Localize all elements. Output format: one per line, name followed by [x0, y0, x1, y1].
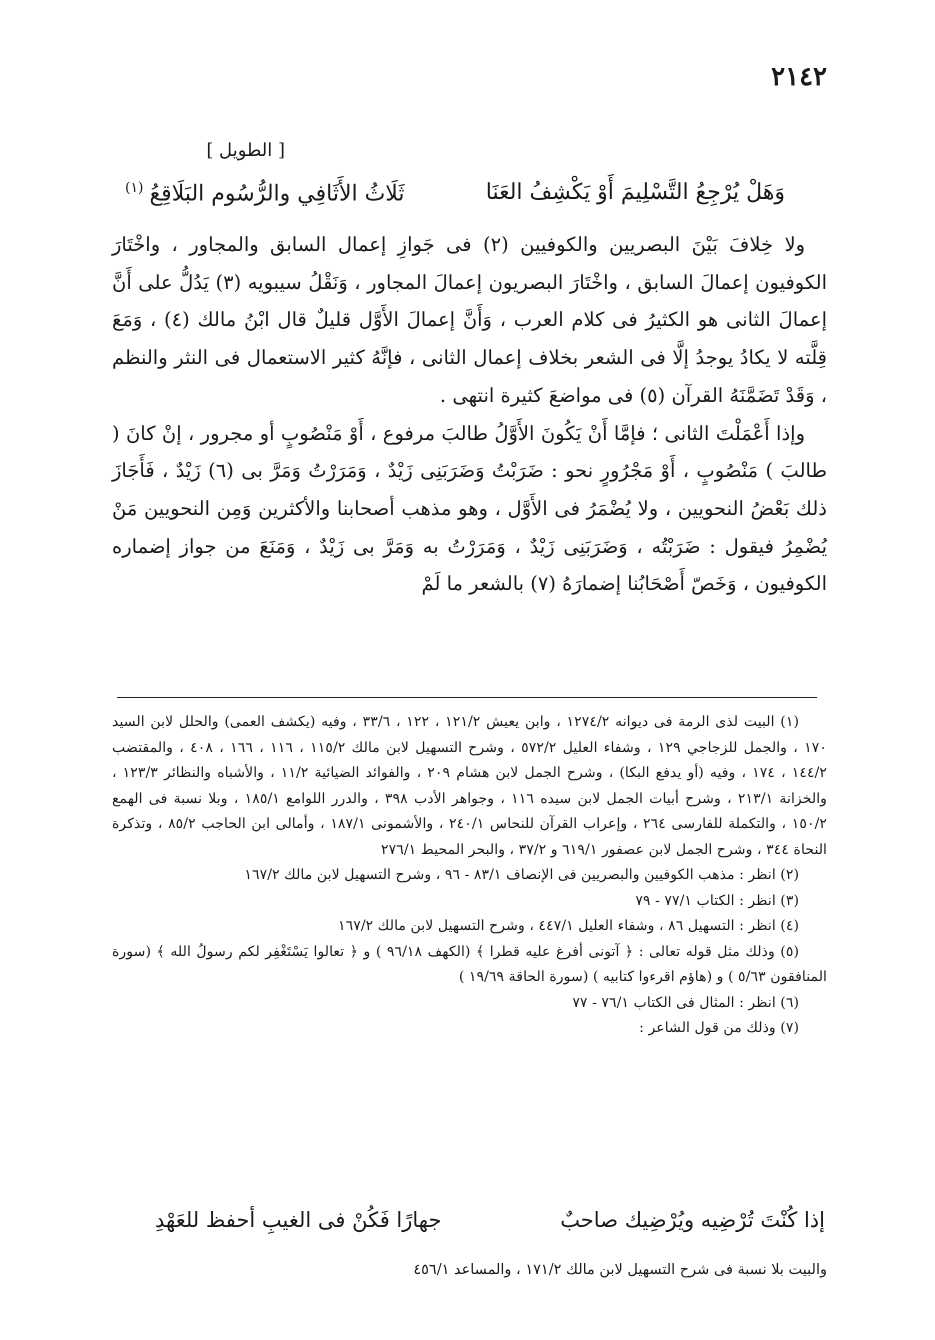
poem-verse: [125, 180, 785, 206]
footnote-verse: [155, 1208, 825, 1232]
verse-first-hemistich: وَهَلْ يُرْجِعُ التَّسْلِيمَ أَوْ يَكْشِفُ العَنَا: [485, 180, 785, 205]
paragraph: ولا خِلافَ بَيْنَ البصريين والكوفيين (٢) فى جَوازِ إعمال السابق والمجاور ، واخْتَارَ الكوفيون إعمالَ السابق ، واخْتَارَ البصريون إعمالَ المجاور ، وَنَقْلُ سيبويه (٣) يَدُلُّ على أَنَّ إعمالَ الثانى هو الكثيرُ فى كلام العرب ، وَأَنَّ إعمالَ الأَوَّل قليلٌ قال ابْنُ مالك (٤) ، وَمَعَ قِلَّته لا يكادُ يوجدُ إلَّا فى الشعر بخلاف إعمال الثانى ، فإنَّهُ كثير الاستعمال فى النثر والنظم ، وَقَدْ تَضَمَّنَهُ القرآن (٥) فى مواضعَ كثيرة انتهى .: [112, 233, 827, 407]
footnotes: [112, 710, 827, 1042]
footnote-1: (١) البيت لذى الرمة فى ديوانه ١٢٧٤/٢ ، وابن يعيش ١٢١/٢ ، ١٢٢ ، ٣٣/٦ ، وفيه (يكشف العمى) والحلل لابن السيد ١٧٠ ، والجمل للزجاجي ١٢٩ ، وشفاء العليل ٥٧٢/٢ ، وشرح التسهيل لابن مالك ١١٥/٢ ، ١١٦ ، ١٦٦ ، ٤٠٨ ، والمقتضب ١٤٤/٢ ، ١٧٤ ، وفيه (أو يدفع البكا) ، وشرح الجمل لابن هشام ٢٠٩ ، والفوائد الضيائية ١١/٢ ، والأشباه والنظائر ١٢٣/٣ ، والخزانة ٢١٣/١ ، وشرح أبيات الجمل لابن سيده ١١٦ ، وجواهر الأدب ٣٩٨ ، والدرر اللوامع ١٨٥/١ ، وبلا نسبة فى الهمع ١٥٠/٢ ، والتكملة للفارسى ٢٦٤ ، وإعراب القرآن للنحاس ٢٤٠/١ ، والأشمونى ١٨٧/١ ، وأمالى ابن الحاجب ٨٥/٢ ، وتذكرة النحاة ٣٤٤ ، وشرح الجمل لابن عصفور ٦١٩/١ و ٣٧/٢ ، والبحر المحيط ٢٧٦/١: [112, 714, 827, 858]
meter-label: [ الطويل ]: [206, 140, 285, 161]
foot-verse-second: جهارًا فَكُنْ فى الغيبِ أحفظ للعَهْدِ: [155, 1208, 442, 1232]
footnote-source: والبيت بلا نسبة فى شرح التسهيل لابن مالك ١٧١/٢ ، والمساعد ٤٥٦/١: [413, 1262, 827, 1278]
footnote-3: (٣) انظر : الكتاب ٧٧/١ - ٧٩: [635, 892, 799, 909]
main-text: [112, 226, 827, 603]
footnote-5: (٥) وذلك مثل قوله تعالى : ﴿ آتونى أفرغ عليه قطرا ﴾ (الكهف ٩٦/١٨ ) و ﴿ تعالوا يَسْتَغْفِر لكم رسولُ الله ﴾ (سورة المنافقون ٥/٦٣ ) و (هاؤم اقرءوا كتابيه ) (سورة الحاقة ١٩/٦٩ ): [112, 943, 827, 985]
footnote-4: (٤) انظر : التسهيل ٨٦ ، وشفاء العليل ٤٤٧/١ ، وشرح التسهيل لابن مالك ١٦٧/٢: [338, 918, 799, 934]
foot-verse-first: إذا كُنْتَ تُرْضِيه ويُرْضِيك صاحبٌ: [560, 1208, 825, 1232]
verse-second-text: ثَلَاثُ الأَثَافِي والرُّسُوم البَلَاقِعُ: [149, 181, 405, 207]
footnote-divider: [117, 697, 817, 698]
page-number: ٢١٤٢: [771, 62, 827, 92]
paragraph: وإذا أَعْمَلْتَ الثانى ؛ فإمَّا أَنْ يَكُونَ الأَوَّلُ طالبَ مرفوع ، أَوْ مَنْصُوبٍ أو مجرور ، إنْ كانَ ( طالبَ ) مَنْصُوبٍ ، أَوْ مَجْرُورٍ نحو : ضَرَبْتُ وَضَرَبَنِى زَيْدٌ ، وَمَرَرْتُ وَمَرَّ بى (٦) زَيْدٌ ، فَأَجَازَ ذلك بَعْضُ النحويين ، ولا يُضْمَرُ فى الأَوَّل ، وهو مذهب أصحابنا والأكثرين وَمِن النحويين مَنْ يُضْمِرُ فيقول : ضَرَبْتُه ، وَضَرَبَنِى زَيْدٌ ، وَمَرَرْتُ به وَمَرَّ بى زَيْدٌ ، وَمَنَعَ من جواز إضماره الكوفيون ، وَخَصّ أَصْحَابُنا إضمارَهُ (٧) بالشعر ما لَمْ: [112, 421, 827, 596]
verse-second-hemistich: [125, 180, 405, 206]
footnote-7: (٧) وذلك من قول الشاعر :: [639, 1020, 799, 1036]
footnote-2: (٢) انظر : مذهب الكوفيين والبصريين فى الإنصاف ٨٣/١ - ٩٦ ، وشرح التسهيل لابن مالك ١٦٧/٢: [244, 867, 799, 883]
footnote-ref: (١): [125, 180, 144, 196]
footnote-6: (٦) انظر : المثال فى الكتاب ٧٦/١ - ٧٧: [572, 994, 799, 1011]
